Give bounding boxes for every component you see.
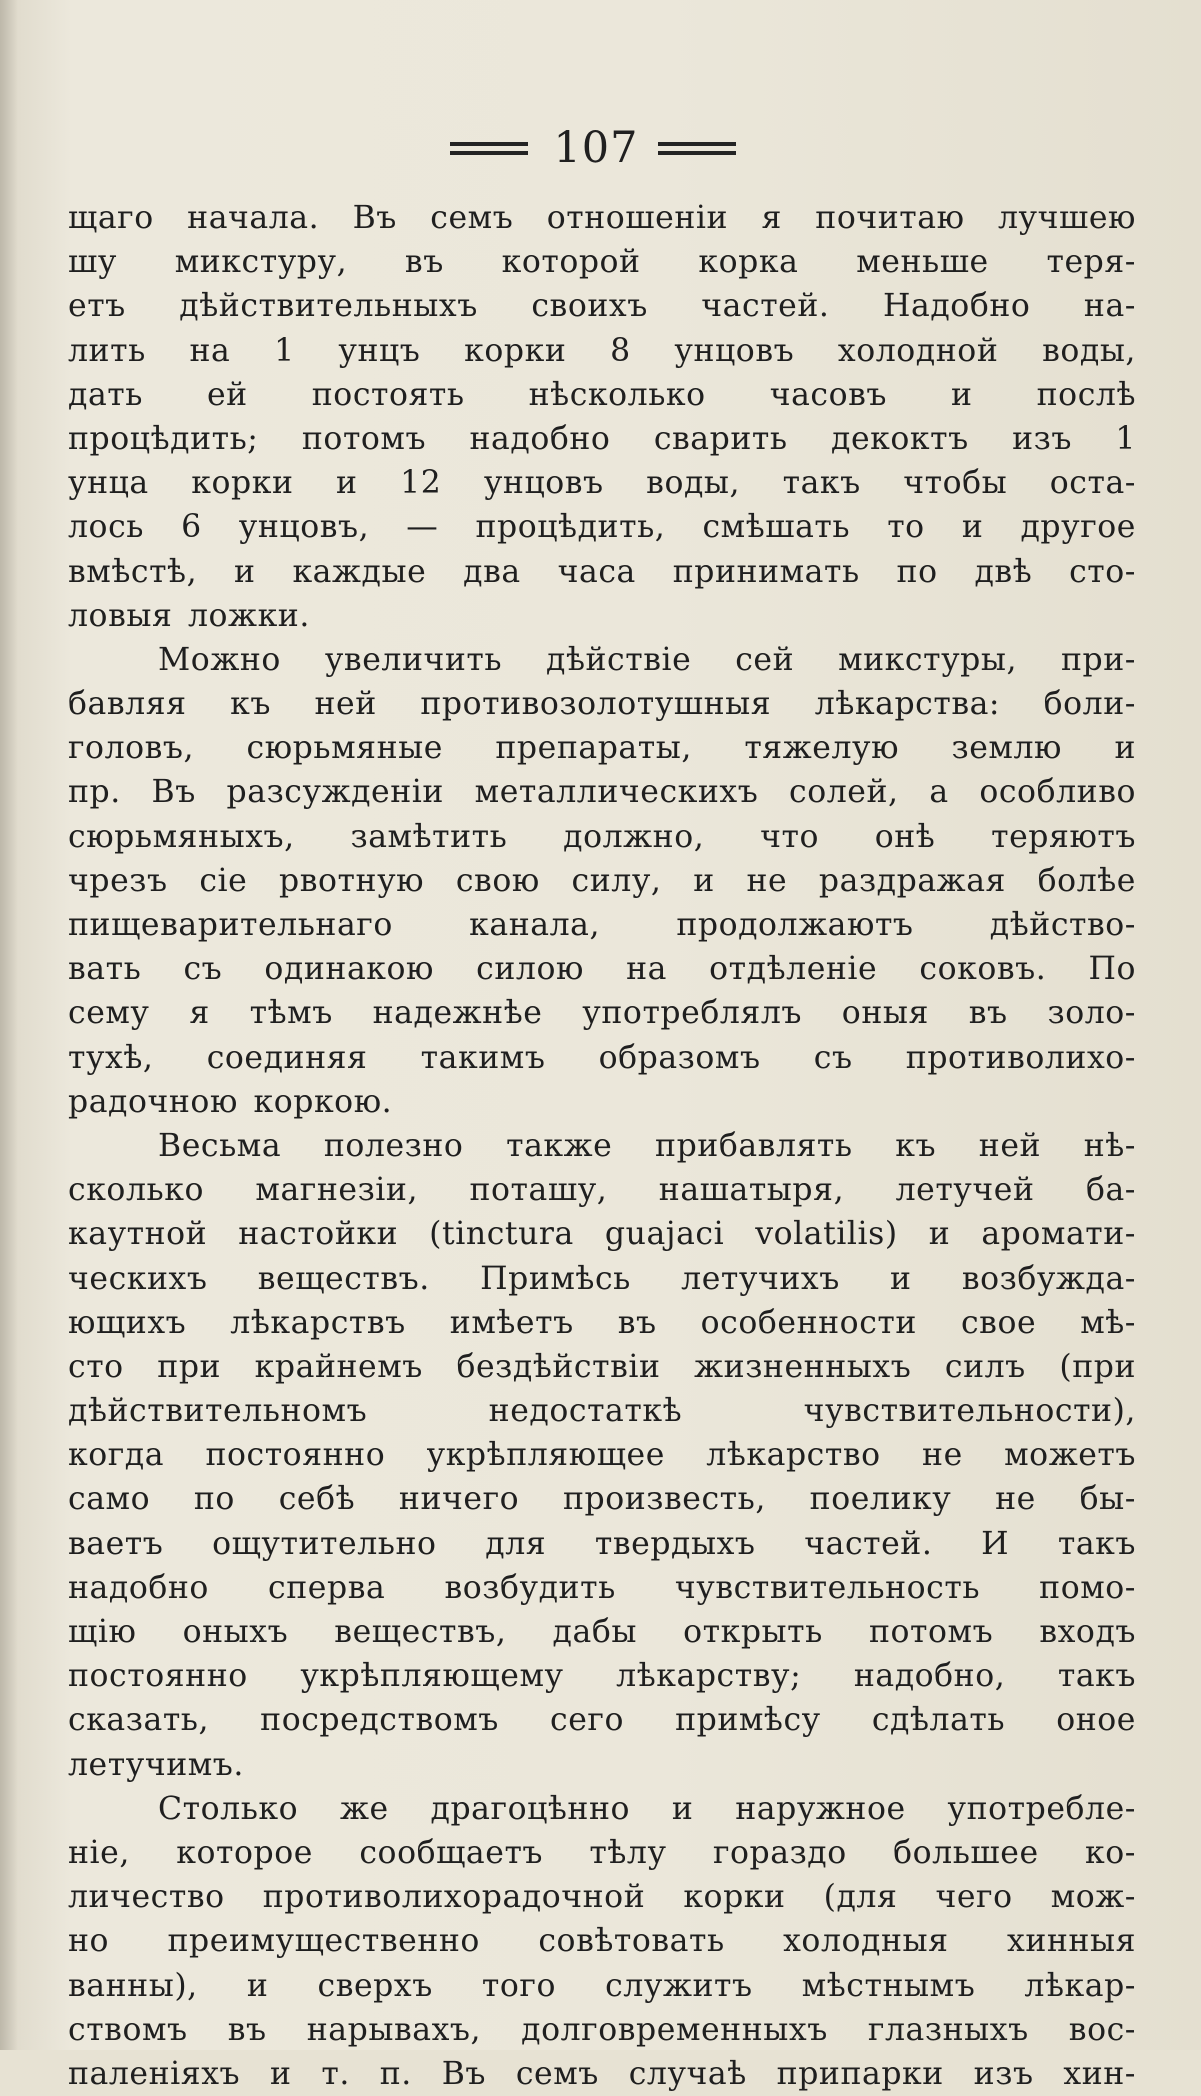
text-line: бавляя къ ней противозолотушныя лѣкарства: боли- xyxy=(68,686,1136,723)
text-line: постоянно укрѣпляющему лѣкарству; надобно, такъ xyxy=(68,1658,1136,1695)
right-header-rule xyxy=(658,142,736,156)
text-line: паленіяхъ и т. п. Въ семъ случаѣ припарки изъ хин- xyxy=(68,2055,1136,2092)
paragraph-start-line: Столько же драгоцѣнно и наружное употребле- xyxy=(158,1790,1136,1827)
text-line: ющихъ лѣкарствъ имѣетъ въ особенности свое мѣ- xyxy=(68,1304,1136,1341)
text-line: ваетъ ощутительно для твердыхъ частей. И такъ xyxy=(68,1525,1136,1562)
text-line: тухѣ, соединяя такимъ образомъ съ противолихо- xyxy=(68,1039,1136,1076)
page-text xyxy=(68,196,1136,2096)
text-line: дѣйствительномъ недостаткѣ чувствительности), xyxy=(68,1393,1136,1430)
text-line: ніе, которое сообщаетъ тѣлу гораздо большее ко- xyxy=(68,1834,1136,1871)
text-line: само по себѣ ничего произвесть, поелику не бы- xyxy=(68,1481,1136,1518)
text-line: но преимущественно совѣтовать холодныя хинныя xyxy=(68,1923,1136,1960)
text-line: шу микстуру, въ которой корка меньше теря- xyxy=(68,244,1136,281)
text-line: етъ дѣйствительныхъ своихъ частей. Надобно на- xyxy=(68,288,1136,325)
text-line: каутной настойки (tinctura guajaci volatilis) и аромати- xyxy=(68,1216,1136,1253)
left-header-rule xyxy=(450,142,528,156)
text-line: сто при крайнемъ бездѣйствіи жизненныхъ силъ (при xyxy=(68,1348,1136,1385)
text-line: сколько магнезіи, поташу, нашатыря, летучей ба- xyxy=(68,1172,1136,1209)
text-line: сказать, посредствомъ сего примѣсу сдѣлать оное xyxy=(68,1702,1136,1739)
paragraph-start-line: Весьма полезно также прибавлять къ ней нѣ- xyxy=(158,1127,1136,1164)
text-line: пищеварительнаго канала, продолжаютъ дѣйство- xyxy=(68,907,1136,943)
text-line: летучимъ. xyxy=(68,1746,244,1783)
text-line: ческихъ веществъ. Примѣсь летучихъ и возбужда- xyxy=(68,1260,1136,1297)
text-line: когда постоянно укрѣпляющее лѣкарство не можетъ xyxy=(68,1437,1136,1474)
text-line: процѣдить; потомъ надобно сварить декоктъ изъ 1 xyxy=(68,420,1136,457)
text-line: сюрьмяныхъ, замѣтить должно, что онѣ теряютъ xyxy=(68,818,1136,855)
text-line: радочною коркою. xyxy=(68,1083,393,1120)
text-line: пр. Въ разсужденіи металлическихъ солей, а особливо xyxy=(68,774,1136,811)
text-line: ванны), и сверхъ того служитъ мѣстнымъ лѣкар- xyxy=(68,1967,1136,2004)
text-line: чрезъ сіе рвотную свою силу, и не раздражая болѣе xyxy=(68,862,1136,899)
text-line: лить на 1 унцъ корки 8 унцовъ холодной воды, xyxy=(68,332,1136,369)
text-line: головъ, сюрьмяные препараты, тяжелую землю и xyxy=(68,730,1136,767)
text-line: щію оныхъ веществъ, дабы открыть потомъ входъ xyxy=(68,1614,1136,1650)
text-line: дать ей постоять нѣсколько часовъ и послѣ xyxy=(68,376,1136,413)
text-line: вмѣстѣ, и каждые два часа принимать по двѣ сто- xyxy=(68,553,1136,590)
text-line: унца корки и 12 унцовъ воды, такъ чтобы оста- xyxy=(68,465,1136,502)
text-line: вать съ одинакою силою на отдѣленіе соковъ. По xyxy=(68,951,1136,988)
text-line: ствомъ въ нарывахъ, долговременныхъ глазныхъ вос- xyxy=(68,2011,1136,2048)
text-line: личество противолихорадочной корки (для чего мож- xyxy=(68,1879,1136,1916)
text-line: сему я тѣмъ надежнѣе употреблялъ оныя въ золо- xyxy=(68,995,1136,1032)
binding-shadow xyxy=(0,0,18,2050)
paragraph-start-line: Можно увеличить дѣйствіе сей микстуры, при- xyxy=(158,641,1136,678)
text-line: щаго начала. Въ семъ отношеніи я почитаю лучшею xyxy=(68,200,1136,236)
page-number: 107 xyxy=(553,123,639,173)
page-header xyxy=(0,118,1201,178)
text-line: надобно сперва возбудить чувствительность помо- xyxy=(68,1569,1136,1606)
text-line: ловыя ложки. xyxy=(68,597,310,634)
text-line: лось 6 унцовъ, — процѣдить, смѣшать то и другое xyxy=(68,509,1136,546)
